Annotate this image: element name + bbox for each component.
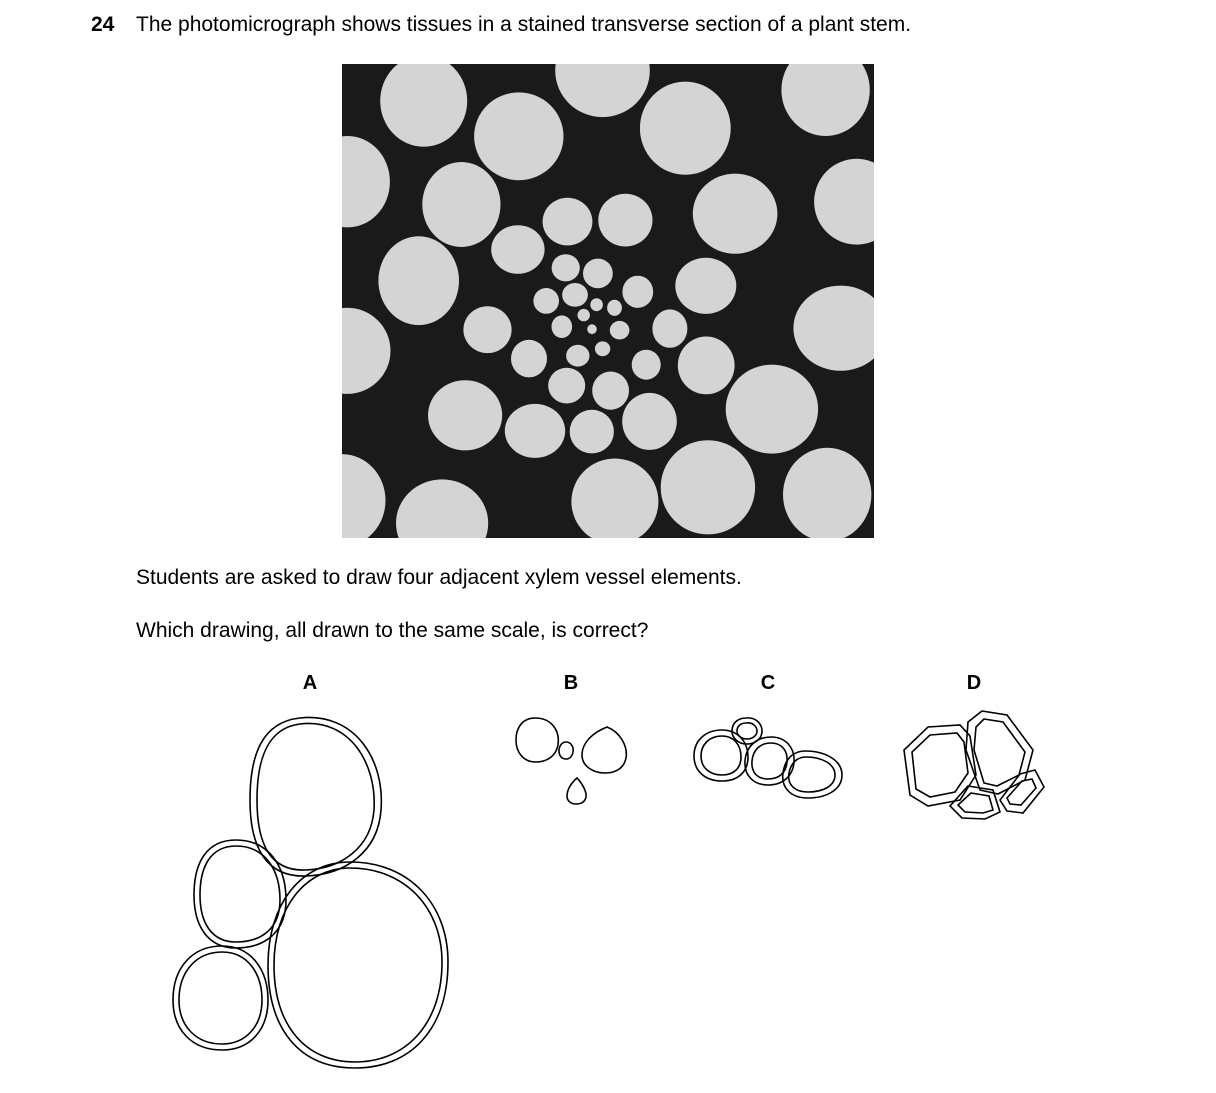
drawing-d[interactable] — [904, 711, 1044, 819]
question-prompt: Which drawing, all drawn to the same scale, is correct? — [136, 619, 649, 642]
question-number: 24 — [91, 13, 115, 36]
option-label-a[interactable]: A — [302, 672, 318, 694]
option-label-c[interactable]: C — [760, 672, 776, 694]
option-label-d[interactable]: D — [966, 672, 982, 694]
instruction-text: Students are asked to draw four adjacent xylem vessel elements. — [136, 566, 742, 589]
drawing-b[interactable] — [516, 718, 626, 804]
option-label-b[interactable]: B — [563, 672, 579, 694]
drawing-c[interactable] — [694, 718, 842, 798]
drawing-a[interactable] — [173, 717, 448, 1068]
question-text: The photomicrograph shows tissues in a stained transverse section of a plant stem. — [136, 13, 912, 36]
